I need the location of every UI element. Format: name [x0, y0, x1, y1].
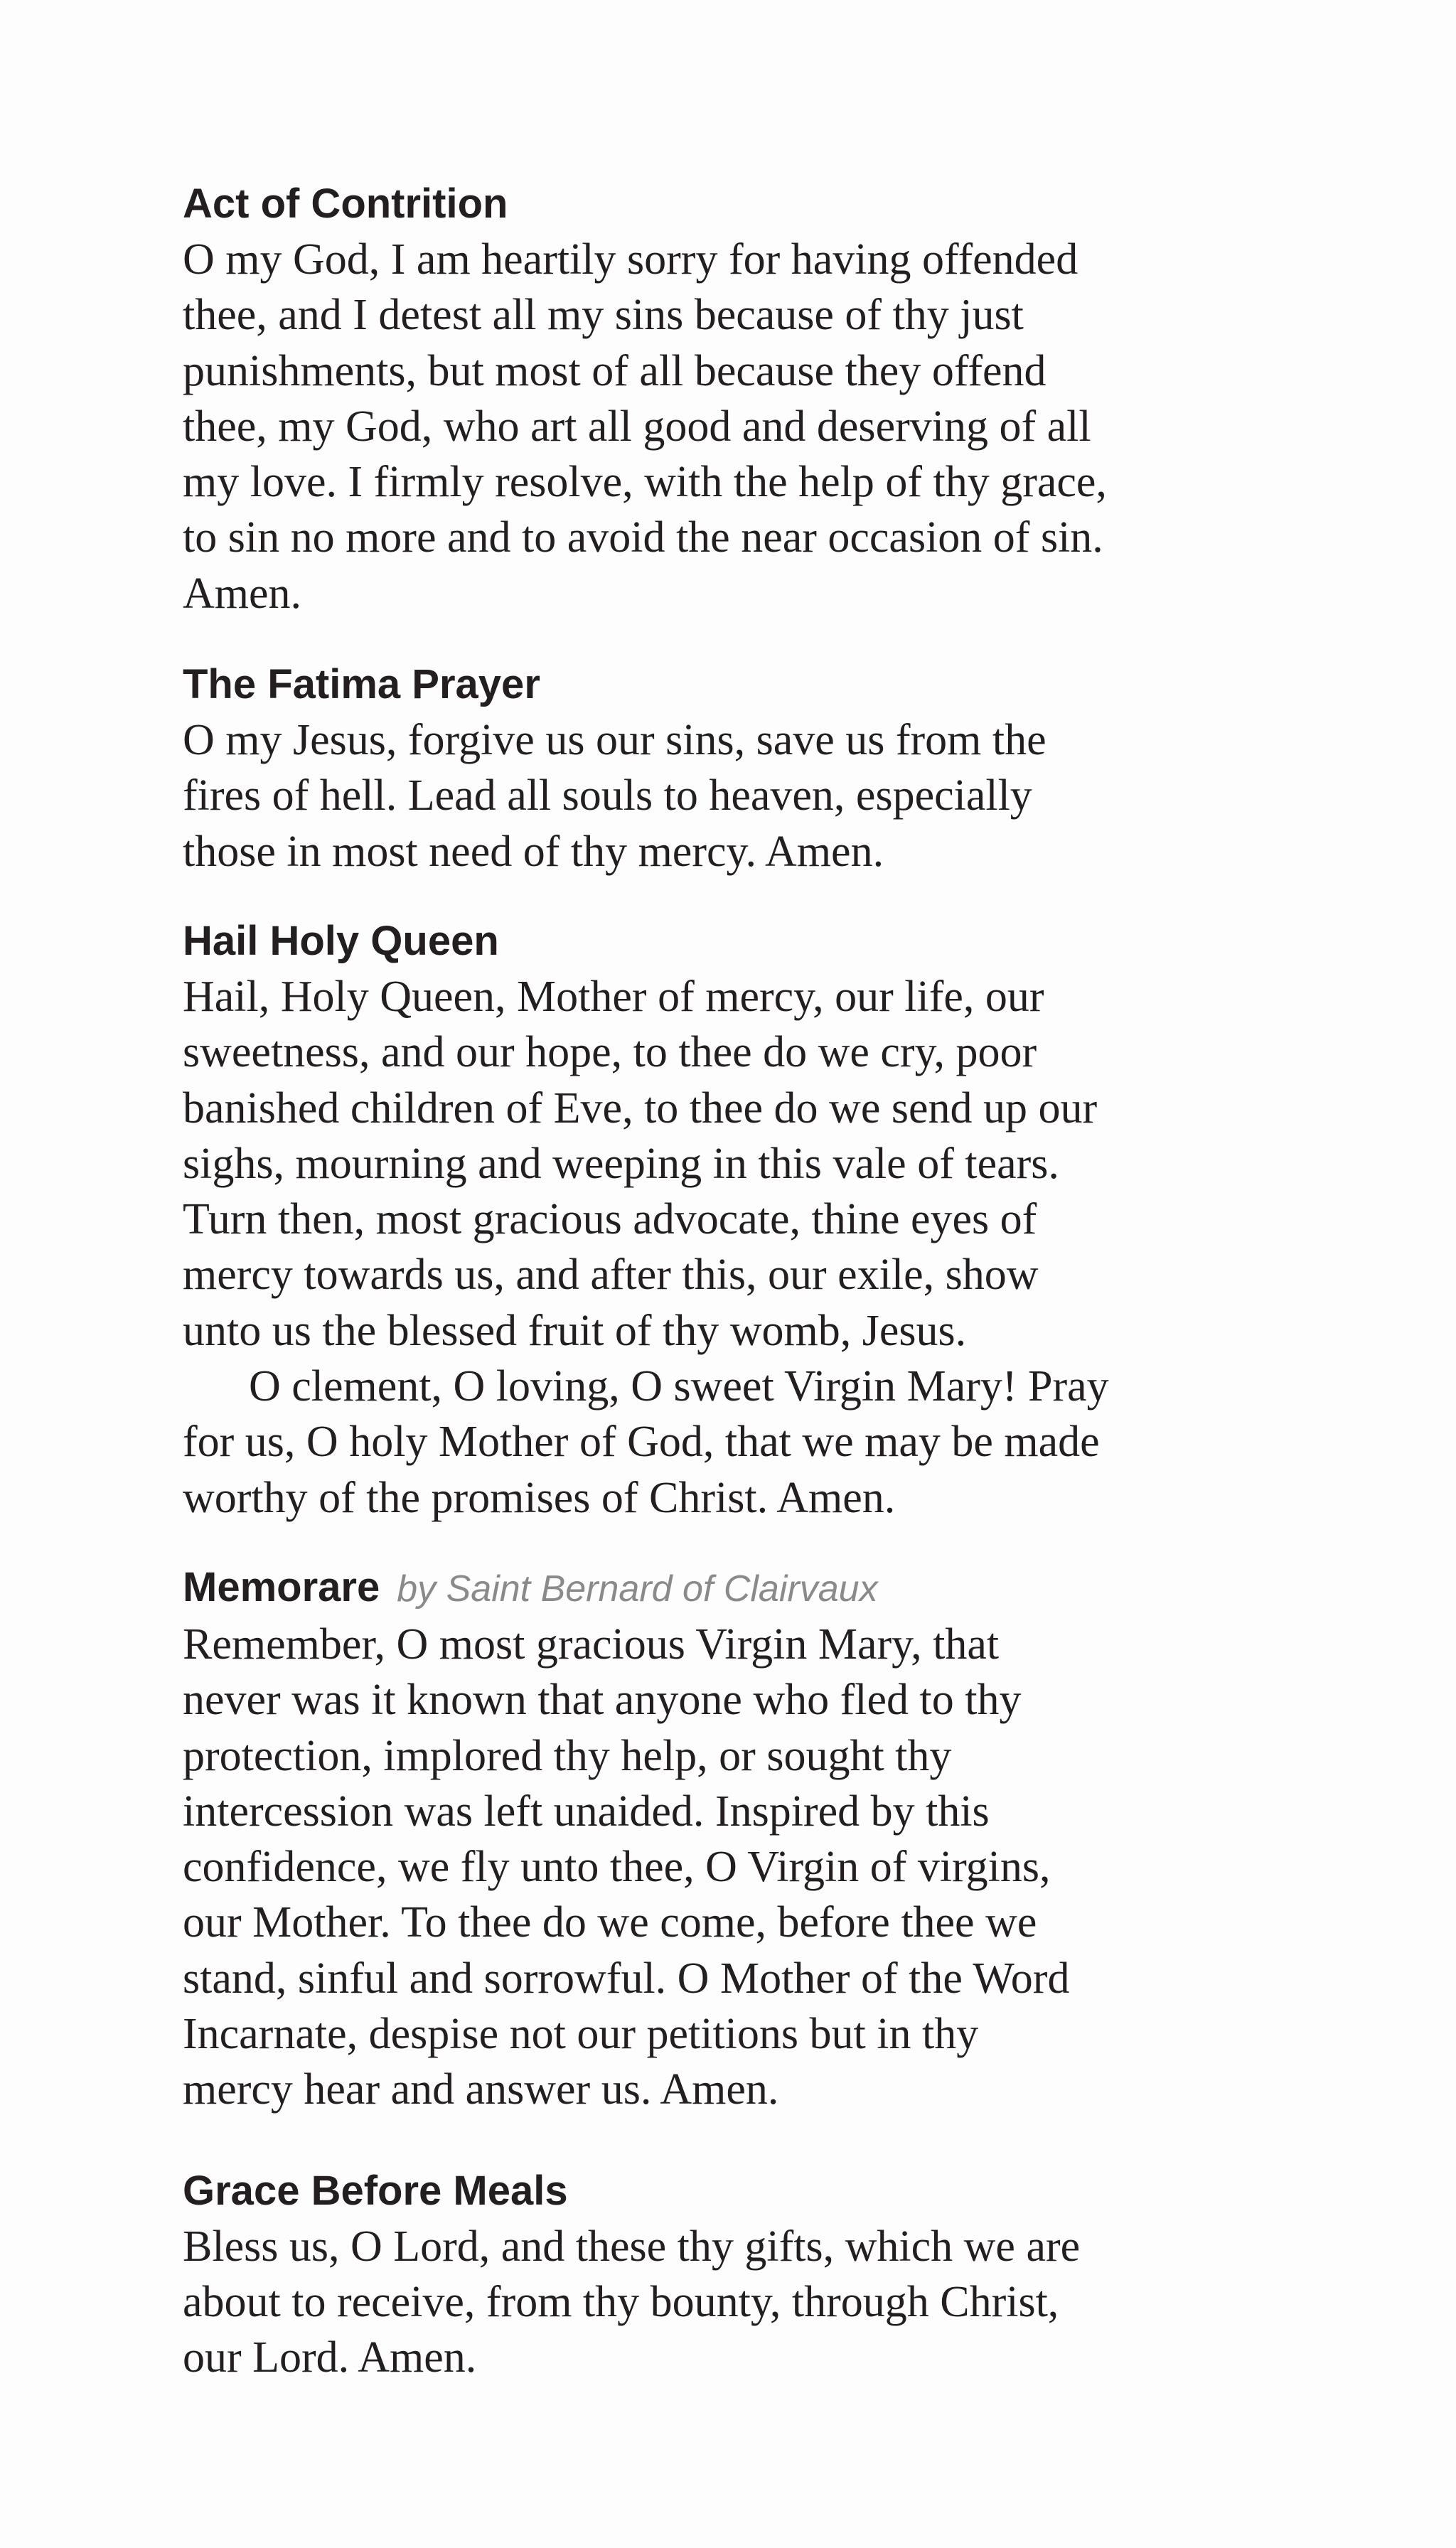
prayer-line: punishments, but most of all because they offend [183, 346, 1046, 395]
prayer-line: sighs, mourning and weeping in this vale of tears. [183, 1139, 1059, 1188]
prayer-memorare [183, 1560, 1292, 2118]
prayer-line: unto us the blessed fruit of thy womb, Jesus. [183, 1306, 967, 1355]
prayer-line: to sin no more and to avoid the near occasion of sin. [183, 513, 1103, 562]
prayer-title [183, 2163, 1292, 2219]
prayer-title [183, 176, 1292, 232]
prayer-line: banished children of Eve, to thee do we send up our [183, 1083, 1098, 1133]
prayer-line: for us, O holy Mother of God, that we may be made [183, 1418, 1100, 1467]
prayer-title-text: Memorare [183, 1563, 380, 1610]
prayer-line: worthy of the promises of Christ. Amen. [183, 1473, 896, 1522]
prayer-line: about to receive, from thy bounty, through Christ, [183, 2277, 1059, 2326]
prayer-line: Amen. [183, 569, 302, 618]
prayer-line: protection, implored thy help, or sought thy [183, 1731, 952, 1780]
prayer-grace-before-meals [183, 2163, 1292, 2386]
prayer-title [183, 657, 1292, 712]
prayer-line: never was it known that anyone who fled to thy [183, 1676, 1022, 1725]
prayer-line: Incarnate, despise not our petitions but in thy [183, 2010, 979, 2059]
prayer-line: O my God, I am heartily sorry for having offended [183, 235, 1078, 284]
prayer-line: fires of hell. Lead all souls to heaven, especially [183, 771, 1032, 820]
prayer-line: confidence, we fly unto thee, O Virgin of virgins, [183, 1843, 1051, 1892]
prayer-line: stand, sinful and sorrowful. O Mother of the Word [183, 1954, 1070, 2003]
prayer-act-of-contrition [183, 176, 1292, 621]
prayer-line: those in most need of thy mercy. Amen. [183, 827, 884, 876]
prayer-line: our Lord. Amen. [183, 2333, 477, 2382]
prayer-hail-holy-queen [183, 914, 1292, 1526]
prayer-line: our Mother. To thee do we come, before thee we [183, 1898, 1037, 1947]
prayer-attribution: by Saint Bernard of Clairvaux [397, 1568, 878, 1610]
prayer-title-text: Act of Contrition [183, 181, 508, 227]
prayer-title [183, 1560, 1292, 1617]
prayer-line: sweetness, and our hope, to thee do we cry, poor [183, 1028, 1037, 1077]
prayer-title-text: The Fatima Prayer [183, 661, 540, 708]
prayer-line: Bless us, O Lord, and these thy gifts, which we are [183, 2222, 1081, 2271]
prayer-line: my love. I firmly resolve, with the help of thy grace, [183, 458, 1107, 507]
prayer-line: mercy towards us, and after this, our exile, show [183, 1251, 1039, 1300]
prayer-line-indented: O clement, O loving, O sweet Virgin Mary! Pray [249, 1362, 1109, 1411]
prayer-fatima [183, 657, 1292, 879]
prayer-line: Turn then, most gracious advocate, thine eyes of [183, 1195, 1037, 1244]
prayer-title [183, 914, 1292, 969]
prayer-line: thee, my God, who art all good and deserving of all [183, 402, 1091, 451]
prayer-line: thee, and I detest all my sins because of thy just [183, 291, 1024, 340]
prayer-title-text: Hail Holy Queen [183, 917, 499, 964]
prayer-page [183, 176, 1292, 2386]
prayer-title-text: Grace Before Meals [183, 2167, 568, 2214]
prayer-line: mercy hear and answer us. Amen. [183, 2065, 779, 2114]
prayer-line: intercession was left unaided. Inspired by this [183, 1787, 990, 1836]
prayer-line: Remember, O most gracious Virgin Mary, that [183, 1620, 1000, 1669]
prayer-line: Hail, Holy Queen, Mother of mercy, our life, our [183, 972, 1044, 1021]
prayer-line: O my Jesus, forgive us our sins, save us from the [183, 716, 1046, 765]
